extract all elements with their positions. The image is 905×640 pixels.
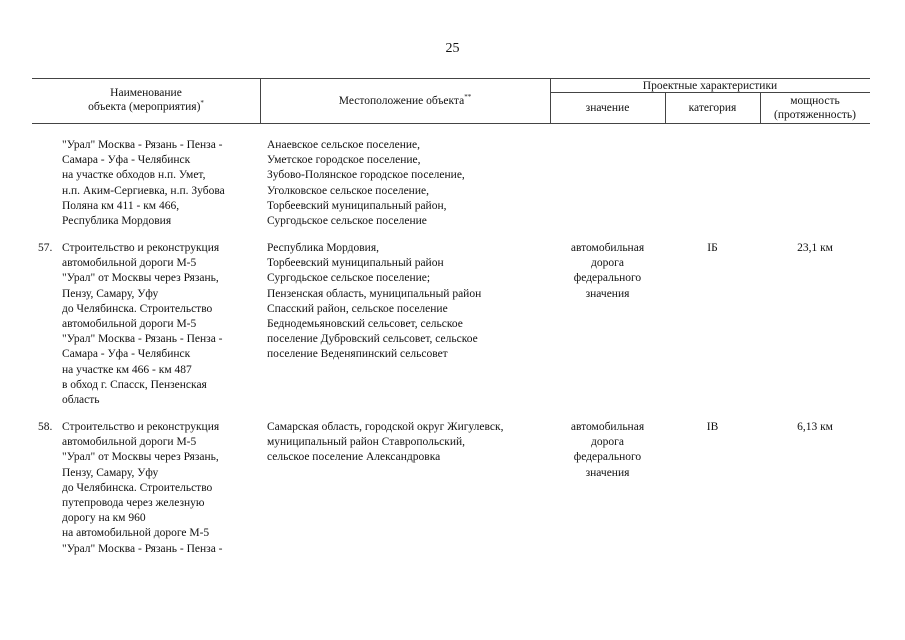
text-line: Торбеевский муниципальный район, bbox=[267, 199, 447, 212]
text-line: автомобильная bbox=[570, 242, 645, 254]
text-line: "Урал" Москва - Рязань - Пенза - bbox=[62, 333, 223, 346]
header-value: значение bbox=[585, 102, 630, 114]
text-line: область bbox=[62, 394, 100, 407]
text-line: Пензу, Самару, Уфу bbox=[62, 466, 159, 479]
text-line: дорога bbox=[591, 436, 624, 449]
text-line: автомобильной дороги М-5 bbox=[62, 318, 197, 331]
text-line: дорога bbox=[591, 257, 624, 270]
text-line: Республика Мордовия, bbox=[267, 242, 379, 254]
row-category: IБ bbox=[707, 242, 718, 254]
text-line: значения bbox=[585, 287, 630, 300]
header-capacity-line1: мощность bbox=[790, 95, 840, 107]
text-line: до Челябинска. Строительство bbox=[62, 302, 213, 315]
row-location bbox=[267, 420, 503, 466]
text-line: "Урал" Москва - Рязань - Пенза - bbox=[62, 139, 223, 151]
row-capacity: 23,1 км bbox=[797, 242, 833, 254]
text-line: Строительство и реконструкция bbox=[62, 421, 220, 433]
text-line: "Урал" от Москвы через Рязань, bbox=[62, 451, 219, 464]
text-line: Республика Мордовия bbox=[62, 215, 172, 228]
header-location-label: Местоположение объекта bbox=[338, 95, 465, 107]
text-line: в обход г. Спасск, Пензенская bbox=[62, 378, 207, 391]
text-line: Самара - Уфа - Челябинск bbox=[62, 154, 191, 167]
text-line: дорогу на км 960 bbox=[62, 512, 146, 525]
continuation-name bbox=[62, 138, 225, 229]
text-line: поселение Дубровский сельсовет, сельское bbox=[267, 333, 478, 346]
text-line: Самара - Уфа - Челябинск bbox=[62, 348, 191, 361]
text-line: путепровода через железную bbox=[62, 497, 205, 510]
text-line: Самарская область, городской округ Жигулевск, bbox=[267, 421, 504, 433]
text-line: Беднодемьяновский сельсовет, сельское bbox=[267, 318, 463, 331]
text-line: автомобильной дороги М-5 bbox=[62, 436, 197, 449]
text-line: Сургодьское сельское поселение; bbox=[267, 272, 431, 285]
text-line: Торбеевский муниципальный район bbox=[267, 257, 444, 270]
text-line: муниципальный район Ставропольский, bbox=[267, 436, 466, 449]
header-capacity-line2: (протяженность) bbox=[774, 109, 856, 121]
row-capacity: 6,13 км bbox=[797, 421, 833, 433]
text-line: на участке км 466 - км 487 bbox=[62, 363, 192, 376]
text-line: на автомобильной дороге М-5 bbox=[62, 527, 210, 540]
header-location bbox=[260, 94, 550, 108]
header-name bbox=[32, 86, 260, 114]
text-line: Спасский район, сельское поселение bbox=[267, 302, 448, 315]
text-line: Уголковское сельское поселение, bbox=[267, 184, 429, 197]
text-line: значения bbox=[585, 466, 630, 479]
header-category: категория bbox=[688, 102, 737, 114]
footnote-mark: ** bbox=[464, 93, 472, 101]
text-line: "Урал" от Москвы через Рязань, bbox=[62, 272, 219, 285]
row-location bbox=[267, 241, 481, 363]
text-line: до Челябинска. Строительство bbox=[62, 481, 213, 494]
text-line: федерального bbox=[573, 451, 642, 464]
text-line: поселение Веденяпинский сельсовет bbox=[267, 348, 448, 361]
row-number: 57. bbox=[38, 242, 53, 254]
header-name-line2: объекта (мероприятия) bbox=[88, 101, 201, 113]
text-line: автомобильной дороги М-5 bbox=[62, 257, 197, 270]
row-value bbox=[550, 420, 665, 481]
row-category: IВ bbox=[706, 421, 719, 433]
page-number: 25 bbox=[445, 41, 460, 56]
text-line: Пензу, Самару, Уфу bbox=[62, 287, 159, 300]
text-line: Анаевское сельское поселение, bbox=[267, 139, 420, 151]
text-line: федерального bbox=[573, 272, 642, 285]
text-line: Зубово-Полянское городское поселение, bbox=[267, 169, 465, 182]
text-line: Строительство и реконструкция bbox=[62, 242, 220, 254]
row-value bbox=[550, 241, 665, 302]
header-capacity bbox=[760, 94, 870, 122]
text-line: н.п. Аким-Сергиевка, н.п. Зубова bbox=[62, 184, 225, 197]
row-name bbox=[62, 420, 223, 557]
text-line: Поляна км 411 - км 466, bbox=[62, 199, 180, 212]
text-line: Сургодьское сельское поселение bbox=[267, 215, 427, 228]
text-line: "Урал" Москва - Рязань - Пенза - bbox=[62, 542, 223, 555]
row-name bbox=[62, 241, 223, 408]
footnote-mark: * bbox=[200, 99, 204, 107]
row-number: 58. bbox=[38, 421, 53, 433]
table-header-bottom-rule bbox=[32, 123, 870, 124]
text-line: на участке обходов н.п. Умет, bbox=[62, 169, 206, 182]
header-name-line1: Наименование bbox=[110, 87, 182, 99]
header-project: Проектные характеристики bbox=[642, 80, 778, 92]
text-line: автомобильная bbox=[570, 421, 645, 433]
text-line: Уметское городское поселение, bbox=[267, 154, 421, 167]
text-line: Пензенская область, муниципальный район bbox=[267, 287, 482, 300]
continuation-location bbox=[267, 138, 465, 229]
text-line: сельское поселение Александровка bbox=[267, 451, 441, 464]
